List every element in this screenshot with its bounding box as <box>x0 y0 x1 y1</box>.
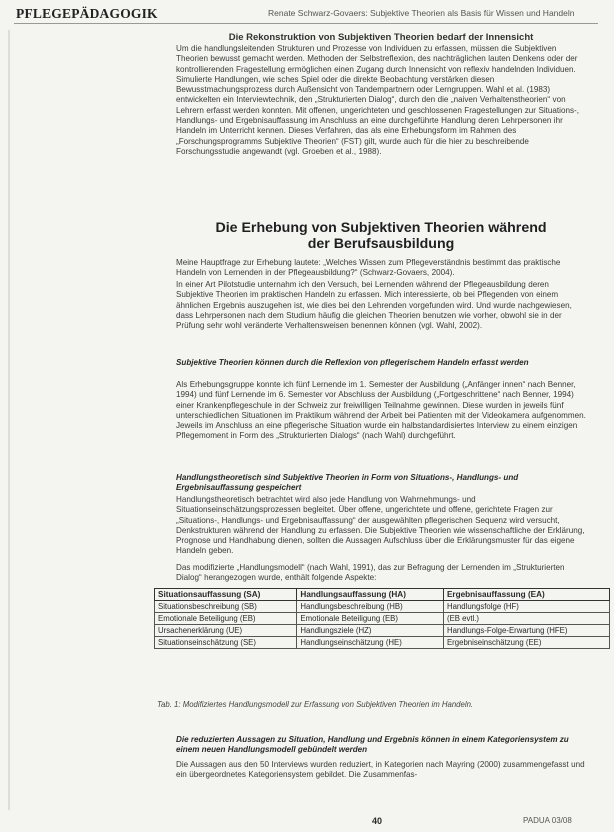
section2-paragraph1: Meine Hauptfrage zur Erhebung lautete: „Welches Wissen zum Pflegeverständnis bestimmt das praktische Handeln von Lernenden in der Pflegeausbildung?“ (Schwarz-Govaers, 2004). <box>176 258 561 278</box>
header-rule <box>14 23 598 24</box>
table-cell: Handlungsbeschreibung (HB) <box>297 601 444 613</box>
table-row <box>155 637 610 649</box>
page-edge-shadow <box>8 30 10 810</box>
section2-heading-line2: der Berufsausbildung <box>307 236 455 252</box>
table-header-cell: Handlungsauffassung (HA) <box>297 589 444 601</box>
table-cell: Handlungsziele (HZ) <box>297 625 444 637</box>
issue-label: PADUA 03/08 <box>523 816 572 825</box>
section1-paragraph: Um die handlungsleitenden Strukturen und Prozesse von Individuen zu erfassen, müssen die Subjektiven Theorien bewusst gemacht werden. Methoden der Selbstreflexion, des nachträglichen lauten Denkens oder der kontrollierenden Fragestellung ermöglichen einen Zugang durch Innensicht von reflexiv handelnden Individuen. Simulierte Handlungen, wie sches Spiel oder die direkte Beobachtung verstärken diesen Bewusstmachungsprozess durch Außensicht von Tandempartnern oder Lerngruppen. Wahl et al. (1983) entwickelten ein Interviewtechnik, den „Strukturierten Dialog“, durch den die „naiven Verhaltenstheorien“ von Lehrern erfasst werden konnten. Mit offenen, ungerichteten und geschlossenen Fragestellungen zur Situations-, Handlungs- und Ergebnisauffassung im Anschluss an eine durchgeführte Handlung deren Lehrpersonen ihr Handeln im Unterricht kennen. Dieses Verfahren, das als eine Erhebungsform im Rahmen des „Forschungsprogramms Subjektive Theorien“ (FST) gilt, wurde auch für die hier zu beschreibende Forschungsstudie angewandt (vgl. Groeben et al., 1988). <box>176 44 579 156</box>
table-cell: (EB evtl.) <box>443 613 609 625</box>
section1-heading: Die Rekonstruktion von Subjektiven Theorien bedarf der Innensicht <box>228 32 534 43</box>
table-cell: Handlungseinschätzung (HE) <box>297 637 444 649</box>
section4-subheading: Handlungstheoretisch sind Subjektive Theorien in Form von Situations-, Handlungs- und Ergebnisauffassung gespeichert <box>176 473 519 493</box>
journal-title: PFLEGEPÄDAGOGIK <box>16 6 158 21</box>
table-row <box>155 625 610 637</box>
handlungsmodell-table <box>154 588 610 649</box>
section5-paragraph: Die Aussagen aus den 50 Interviews wurden reduziert, in Kategorien nach Mayring (2000) zusammengefasst und ein übergeordnetes Kategoriensystem gebildet. Die Zusammenfas- <box>176 760 585 780</box>
table-caption: Tab. 1: Modifiziertes Handlungsmodell zur Erfassung von Subjektiven Theorien im Handeln. <box>157 700 474 709</box>
running-header: Renate Schwarz-Govaers: Subjektive Theorien als Basis für Wissen und Handeln <box>268 8 575 18</box>
table-cell: Handlungs-Folge-Erwartung (HFE) <box>443 625 609 637</box>
section3-subheading: Subjektive Theorien können durch die Reflexion von pflegerischem Handeln erfasst werden <box>176 358 529 367</box>
table-header-cell: Ergebnisauffassung (EA) <box>443 589 609 601</box>
section2-paragraph2: In einer Art Pilotstudie unternahm ich den Versuch, bei Lernenden während der Pflegeausbildung deren Subjektive Theorien im praktischen Handeln zu erfassen. Mich interessierte, ob bei Pflegenden von einem ähnlichen Ergebnis auszugehen ist, wie dies bei den Lehrenden vorgefunden wird. Und wurde nachgewiesen, dass Lehrpersonen nach dem Studium häufig die gleichen Theorien benutzen wie vorher, obwohl sie in der Prüfung sehr wohl veränderte Verhaltensweisen benennen können (vgl. Wahl, 2002). <box>176 280 572 331</box>
section2-heading-line1: Die Erhebung von Subjektiven Theorien während <box>215 220 547 236</box>
table-header-cell: Situationsauffassung (SA) <box>155 589 297 601</box>
section4-paragraph1: Handlungstheoretisch betrachtet wird also jede Handlung von Wahrnehmungs- und Situationseinschätzungsprozessen begleitet. Über offene, ungerichtete und offene, gerichtete Fragen zur „Situations-, Handlungs- und Ergebnisauffassung“ der ausgewählten pflegerischen Sequenz wird versucht, Denkstrukturen während der Handlung zu erfassen. Die Subjektive Theorien wie wissenschaftliche der Erklärung, Prognose und Handhabung dienen, sollten die Aussagen Aufschluss über die Erklärungsmuster für das eigene Handeln geben. <box>176 495 585 556</box>
table-header-row <box>155 589 610 601</box>
table-row <box>155 601 610 613</box>
table-cell: Handlungsfolge (HF) <box>443 601 609 613</box>
table-cell: Emotionale Beteiligung (EB) <box>155 613 297 625</box>
table-cell: Emotionale Beteiligung (EB) <box>297 613 444 625</box>
table-cell: Ursachenerklärung (UE) <box>155 625 297 637</box>
section3-paragraph: Als Erhebungsgruppe konnte ich fünf Lernende im 1. Semester der Ausbildung („Anfänger innen“ nach Benner, 1994) und fünf Lernende im 6. Semester vor Abschluss der Ausbildung („Fortgeschrittene“ nach Benner, 1994) einer Krankenpflegeschule in der Schweiz zur freiwilligen Teilnahme gewinnen. Diese wurden in jeweils fünf unterschiedlichen Situationen im Praktikum während der Arbeit bei Patienten mit der Videokamera aufgenommen. Jeweils im Anschluss an eine pflegerische Situation wurde ein halbstandardisiertes Interview zu einem einzigen Pflegemoment in Form des „Strukturierten Dialogs“ (nach Wahl) durchgeführt. <box>176 380 586 441</box>
table-cell: Ergebniseinschätzung (EE) <box>443 637 609 649</box>
table-row <box>155 613 610 625</box>
page-number: 40 <box>372 816 383 826</box>
table-cell: Situationseinschätzung (SE) <box>155 637 297 649</box>
section4-paragraph2: Das modifizierte „Handlungsmodell“ (nach Wahl, 1991), das zur Befragung der Lernenden im „Strukturierten Dialog“ herangezogen wurde, enthält folgende Aspekte: <box>176 563 565 583</box>
section5-subheading: Die reduzierten Aussagen zu Situation, Handlung und Ergebnis können in einem Kategoriensystem zu einem neuen Handlungsmodell gebündelt werden <box>176 735 569 755</box>
table-cell: Situationsbeschreibung (SB) <box>155 601 297 613</box>
